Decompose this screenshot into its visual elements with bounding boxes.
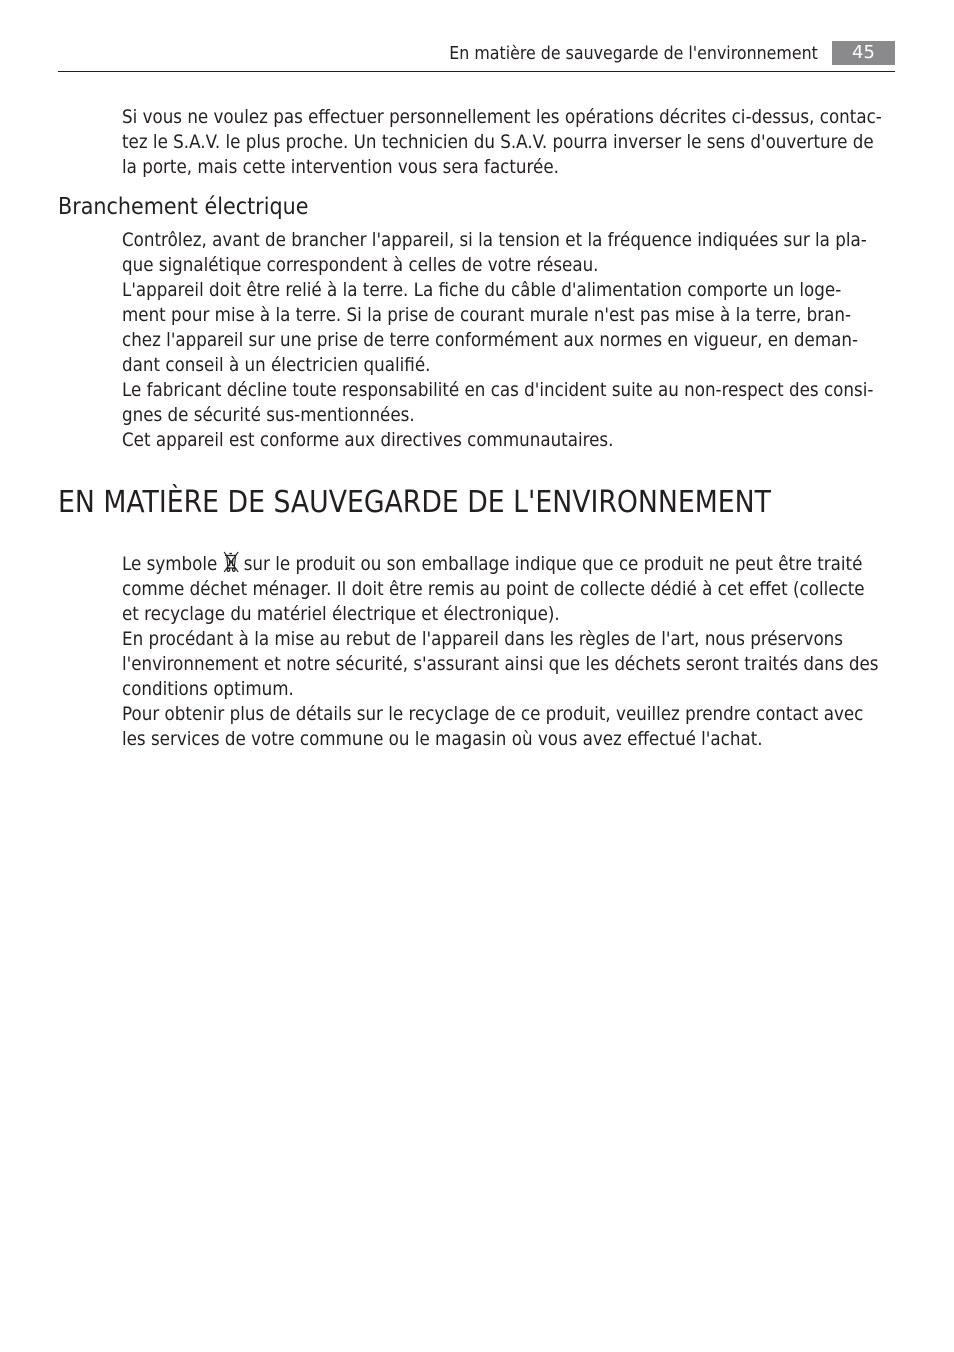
- text-line: tez le S.A.V. le plus proche. Un technicien du S.A.V. pourra inverser le sens d'ouverture de: [122, 131, 874, 153]
- section-heading-environment: EN MATIÈRE DE SAUVEGARDE DE L'ENVIRONNEMENT: [58, 485, 771, 520]
- text-line: Si vous ne voulez pas effectuer personnellement les opérations décrites ci-dessus, contac-: [122, 106, 882, 128]
- crossed-out-wheelie-bin-icon: [223, 551, 241, 573]
- text-line: gnes de sécurité sus-mentionnées.: [122, 404, 415, 426]
- header-title: En matière de sauvegarde de l'environnement: [449, 43, 818, 64]
- text-line: Le fabricant décline toute responsabilité en cas d'incident suite au non-respect des consi-: [122, 379, 874, 401]
- symbol-lead-text: Le symbole: [122, 553, 218, 575]
- text-line: comme déchet ménager. Il doit être remis au point de collecte dédié à cet effet (collecte: [122, 578, 865, 600]
- text-line: conditions optimum.: [122, 678, 294, 700]
- text-line: ment pour mise à la terre. Si la prise de courant murale n'est pas mise à la terre, bran-: [122, 304, 851, 326]
- text-line: l'environnement et notre sécurité, s'assurant ainsi que les déchets seront traités dans des: [122, 653, 879, 675]
- text-line: et recyclage du matériel électrique et électronique).: [122, 603, 560, 625]
- text-line: Pour obtenir plus de détails sur le recyclage de ce produit, veuillez prendre contact avec: [122, 703, 864, 725]
- text-line: En procédant à la mise au rebut de l'appareil dans les règles de l'art, nous préservons: [122, 628, 843, 650]
- text-line: Cet appareil est conforme aux directives communautaires.: [122, 429, 614, 451]
- text-line: dant conseil à un électricien qualifié.: [122, 354, 431, 376]
- text-line: L'appareil doit être relié à la terre. La fiche du câble d'alimentation comporte un loge-: [122, 279, 842, 301]
- page-number: 45: [832, 41, 895, 65]
- intro-paragraph: [122, 105, 895, 180]
- text-line: Contrôlez, avant de brancher l'appareil, si la tension et la fréquence indiquées sur la pla-: [122, 229, 867, 251]
- electrical-paragraph: [122, 228, 895, 453]
- text-line: la porte, mais cette intervention vous sera facturée.: [122, 156, 559, 178]
- page-header: [58, 41, 895, 72]
- environment-paragraph: [122, 551, 895, 752]
- text-line: les services de votre commune ou le magasin où vous avez effectué l'achat.: [122, 728, 763, 750]
- text-line: que signalétique correspondent à celles de votre réseau.: [122, 254, 599, 276]
- section-heading-electrical: Branchement électrique: [58, 194, 309, 220]
- text-line-with-symbol: [122, 551, 896, 577]
- symbol-trailing-text: sur le produit ou son emballage indique que ce produit ne peut être traité: [243, 553, 863, 575]
- text-line: chez l'appareil sur une prise de terre conformément aux normes en vigueur, en deman-: [122, 329, 859, 351]
